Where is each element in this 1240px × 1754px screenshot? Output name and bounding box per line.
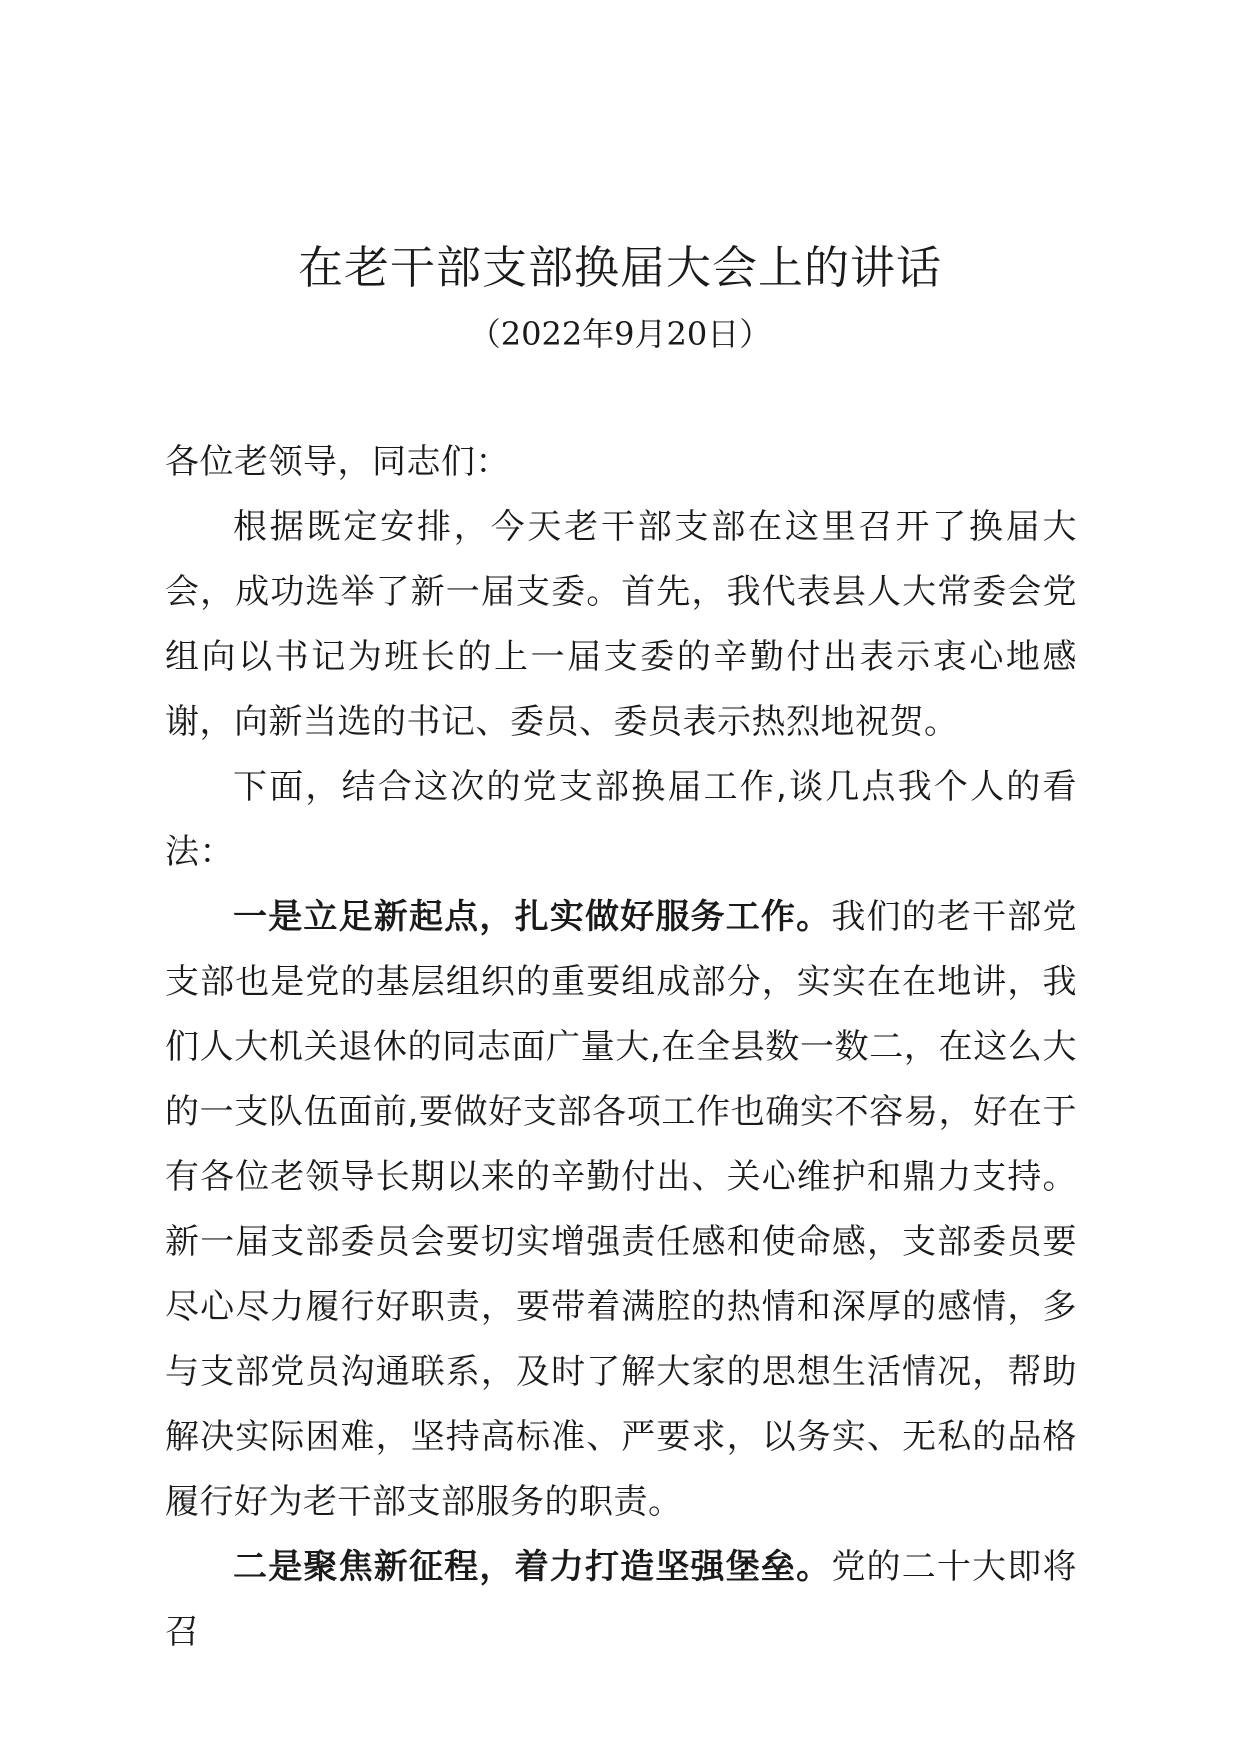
document-title: 在老干部支部换届大会上的讲话: [297, 241, 942, 294]
document-body: [165, 430, 1077, 1665]
paragraph-2: [165, 755, 1077, 885]
salutation: 各位老领导，同志们：: [165, 442, 510, 482]
paragraph-3-lead: 一是立足新起点，扎实做好服务工作。: [233, 897, 832, 937]
paragraph-3: [165, 885, 1077, 1535]
paragraph-4: [165, 1535, 1077, 1665]
paragraph-1-text: 根据既定安排，今天老干部支部在这里召开了换届大会，成功选举了新一届支委。首先，我代表县人大常委会党组向以书记为班长的上一届支委的辛勤付出表示衷心地感谢，向新当选的书记、委员、委员表示热烈地祝贺。: [165, 507, 1077, 742]
paragraph-1: [165, 495, 1077, 755]
document-date: （2022年9月20日）: [468, 315, 772, 353]
paragraph-4-lead: 二是聚焦新征程，着力打造坚强堡垒。: [233, 1547, 832, 1587]
paragraph-4-text: 党的二十大即将召: [165, 1547, 1078, 1652]
paragraph-2-text: 下面，结合这次的党支部换届工作,谈几点我个人的看法：: [165, 767, 1077, 872]
paragraph-3-text: 我们的老干部党支部也是党的基层组织的重要组成部分，实实在在地讲，我们人大机关退休的同志面广量大,在全县数一数二，在这么大的一支队伍面前,要做好支部各项工作也确实不容易，好在于有各位老领导长期以来的辛勤付出、关心维护和鼎力支持。新一届支部委员会要切实增强责任感和使命感，支部委员要尽心尽力履行好职责，要带着满腔的热情和深厚的感情，多与支部党员沟通联系，及时了解大家的思想生活情况，帮助解决实际困难，坚持高标准、严要求，以务实、无私的品格履行好为老干部支部服务的职责。: [165, 897, 1078, 1522]
